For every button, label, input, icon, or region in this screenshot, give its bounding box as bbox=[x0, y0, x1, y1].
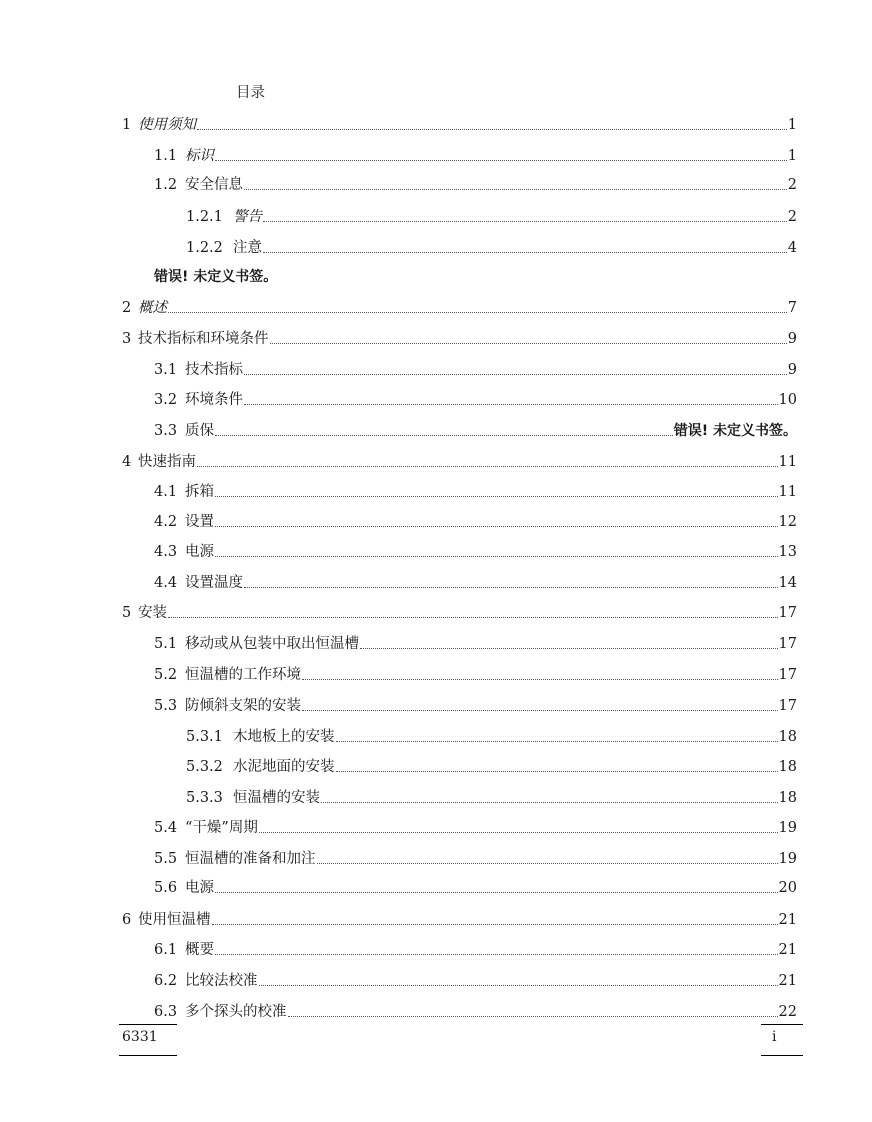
toc-entry-number: 3.3 bbox=[154, 423, 178, 439]
toc-entry-page: 7 bbox=[787, 300, 797, 316]
toc-entry-label: 水泥地面的安装 bbox=[233, 759, 335, 775]
toc-dot-leader bbox=[263, 252, 787, 253]
toc-entry-label: 木地板上的安装 bbox=[233, 729, 335, 745]
toc-entry-label: 概述 bbox=[138, 300, 167, 316]
toc-dot-leader bbox=[321, 802, 778, 803]
toc-entry-page: 12 bbox=[778, 514, 797, 530]
toc-entry[interactable] bbox=[154, 541, 797, 563]
toc-dot-leader bbox=[317, 863, 778, 864]
toc-entry-number: 4.4 bbox=[154, 575, 178, 591]
toc-entry-label: 防倾斜支架的安装 bbox=[185, 698, 301, 714]
toc-entry-label: 警告 bbox=[233, 209, 262, 225]
toc-entry-number: 1 bbox=[122, 117, 132, 133]
toc-entry-label: 移动或从包装中取出恒温槽 bbox=[185, 636, 359, 652]
toc-dot-leader bbox=[212, 924, 778, 925]
toc-entry-label: 快速指南 bbox=[138, 454, 196, 470]
toc-entry-label: 多个探头的校准 bbox=[185, 1004, 287, 1020]
toc-entry-page: 21 bbox=[778, 942, 797, 958]
toc-entry-label: 质保 bbox=[185, 423, 214, 439]
toc-entry-number: 6 bbox=[122, 912, 132, 928]
toc-entry[interactable] bbox=[154, 572, 797, 594]
toc-entry-number: 4.3 bbox=[154, 544, 178, 560]
toc-entry-page: 21 bbox=[778, 973, 797, 989]
toc-dot-leader bbox=[244, 587, 778, 588]
footer-page-box bbox=[761, 1024, 803, 1056]
toc-entry-page: 18 bbox=[778, 729, 797, 745]
toc-entry-number: 3 bbox=[122, 331, 132, 347]
toc-entry-label: 设置 bbox=[185, 514, 214, 530]
toc-dot-leader bbox=[244, 374, 787, 375]
toc-entry[interactable] bbox=[154, 511, 797, 533]
toc-dot-leader bbox=[302, 710, 778, 711]
toc-dot-leader bbox=[215, 435, 673, 436]
toc-entry[interactable] bbox=[186, 206, 797, 228]
toc-entry-number: 5.5 bbox=[154, 851, 178, 867]
toc-entry-label: 注意 bbox=[233, 240, 262, 256]
toc-entry[interactable] bbox=[154, 664, 797, 686]
toc-entry-page: 17 bbox=[778, 636, 797, 652]
bookmark-error-line: 错误! 未定义书签。 bbox=[154, 269, 278, 285]
toc-entry-label: 使用须知 bbox=[138, 117, 196, 133]
toc-entry-page: 1 bbox=[787, 148, 797, 164]
toc-entry[interactable] bbox=[122, 297, 797, 319]
toc-entry-label: 安装 bbox=[138, 605, 167, 621]
toc-entry-number: 4.2 bbox=[154, 514, 178, 530]
toc-entry-number: 6.2 bbox=[154, 973, 178, 989]
toc-entry-number: 1.1 bbox=[154, 148, 178, 164]
toc-dot-leader bbox=[288, 1016, 778, 1017]
toc-dot-leader bbox=[168, 312, 787, 313]
toc-entry-label: 环境条件 bbox=[185, 392, 243, 408]
toc-entry[interactable] bbox=[154, 481, 797, 503]
toc-entry[interactable] bbox=[122, 451, 797, 473]
toc-entry-number: 4 bbox=[122, 454, 132, 470]
toc-entry[interactable] bbox=[122, 328, 797, 350]
toc-entry[interactable] bbox=[186, 756, 797, 778]
toc-dot-leader bbox=[168, 617, 778, 618]
toc-entry-page: 11 bbox=[778, 484, 797, 500]
toc-entry[interactable] bbox=[154, 359, 797, 381]
toc-entry-label: 恒温槽的准备和加注 bbox=[185, 851, 316, 867]
toc-entry[interactable] bbox=[154, 695, 797, 717]
toc-entry-page: 19 bbox=[778, 851, 797, 867]
toc-entry[interactable] bbox=[154, 817, 797, 839]
toc-entry-label: 比较法校准 bbox=[185, 973, 258, 989]
toc-entry-page: 17 bbox=[778, 605, 797, 621]
toc-entry-number: 1.2.2 bbox=[186, 240, 223, 256]
toc-entry-page: 21 bbox=[778, 912, 797, 928]
toc-entry[interactable] bbox=[122, 114, 797, 136]
toc-entry-number: 4.1 bbox=[154, 484, 178, 500]
toc-entry-label: 技术指标和环境条件 bbox=[138, 331, 269, 347]
toc-entry-page: 4 bbox=[787, 240, 797, 256]
toc-entry[interactable] bbox=[186, 726, 797, 748]
toc-dot-leader bbox=[215, 496, 778, 497]
toc-entry-page: 13 bbox=[778, 544, 797, 560]
toc-dot-leader bbox=[197, 129, 787, 130]
toc-entry[interactable] bbox=[154, 848, 797, 870]
toc-entry[interactable] bbox=[154, 633, 797, 655]
toc-entry-number: 5.3.1 bbox=[186, 729, 223, 745]
toc-entry-label: 恒温槽的安装 bbox=[233, 790, 320, 806]
toc-entry[interactable] bbox=[186, 787, 797, 809]
toc-entry-number: 3.1 bbox=[154, 362, 178, 378]
toc-dot-leader bbox=[336, 741, 778, 742]
toc-entry-number: 2 bbox=[122, 300, 132, 316]
toc-dot-leader bbox=[215, 954, 778, 955]
toc-entry-number: 5.3.2 bbox=[186, 759, 223, 775]
toc-entry[interactable] bbox=[154, 389, 797, 411]
toc-entry[interactable] bbox=[154, 145, 797, 167]
toc-dot-leader bbox=[215, 556, 778, 557]
toc-entry-number: 5.3 bbox=[154, 698, 178, 714]
toc-dot-leader bbox=[215, 160, 787, 161]
toc-entry-label: 电源 bbox=[185, 880, 214, 896]
toc-entry-page: 11 bbox=[778, 454, 797, 470]
toc-entry-number: 5.3.3 bbox=[186, 790, 223, 806]
toc-entry[interactable] bbox=[122, 909, 797, 931]
toc-entry[interactable] bbox=[186, 237, 797, 259]
toc-dot-leader bbox=[244, 189, 787, 190]
toc-entry[interactable] bbox=[154, 174, 797, 196]
toc-entry[interactable] bbox=[154, 877, 797, 899]
toc-entry-label: 概要 bbox=[185, 942, 214, 958]
toc-entry-label: 设置温度 bbox=[185, 575, 243, 591]
toc-entry-number: 6.1 bbox=[154, 942, 178, 958]
toc-dot-leader bbox=[244, 404, 778, 405]
toc-entry-number: 3.2 bbox=[154, 392, 178, 408]
toc-entry[interactable] bbox=[122, 602, 797, 624]
toc-entry-page: 19 bbox=[778, 820, 797, 836]
toc-entry-label: 恒温槽的工作环境 bbox=[185, 667, 301, 683]
toc-entry-page: 10 bbox=[778, 392, 797, 408]
toc-entry-page: 20 bbox=[778, 880, 797, 896]
toc-dot-leader bbox=[270, 343, 787, 344]
toc-entry-label: 技术指标 bbox=[185, 362, 243, 378]
toc-entry-page: 错误! 未定义书签。 bbox=[673, 423, 797, 439]
footer-doc-number: 6331 bbox=[122, 1029, 158, 1045]
toc-title: 目录 bbox=[236, 85, 265, 101]
toc-entry-number: 5 bbox=[122, 605, 132, 621]
toc-dot-leader bbox=[215, 892, 778, 893]
toc-dot-leader bbox=[263, 221, 787, 222]
toc-dot-leader bbox=[215, 526, 778, 527]
toc-entry[interactable] bbox=[154, 970, 797, 992]
toc-entry-label: 拆箱 bbox=[185, 484, 214, 500]
toc-entry[interactable] bbox=[154, 1001, 797, 1023]
toc-dot-leader bbox=[259, 985, 778, 986]
toc-entry-number: 1.2 bbox=[154, 177, 178, 193]
footer-page-number: i bbox=[772, 1029, 777, 1045]
toc-dot-leader bbox=[197, 466, 778, 467]
toc-entry[interactable] bbox=[154, 420, 797, 442]
toc-entry-page: 2 bbox=[787, 209, 797, 225]
toc-entry-page: 9 bbox=[787, 331, 797, 347]
toc-entry-number: 5.6 bbox=[154, 880, 178, 896]
toc-dot-leader bbox=[360, 648, 778, 649]
toc-entry-page: 1 bbox=[787, 117, 797, 133]
toc-entry-number: 5.2 bbox=[154, 667, 178, 683]
toc-entry-page: 18 bbox=[778, 759, 797, 775]
toc-entry-page: 17 bbox=[778, 698, 797, 714]
toc-entry-page: 22 bbox=[778, 1004, 797, 1020]
toc-entry-number: 5.1 bbox=[154, 636, 178, 652]
toc-entry-label: 使用恒温槽 bbox=[138, 912, 211, 928]
footer-doc-number-box bbox=[119, 1024, 177, 1056]
toc-dot-leader bbox=[259, 832, 778, 833]
toc-entry-label: 安全信息 bbox=[185, 177, 243, 193]
toc-entry[interactable] bbox=[154, 939, 797, 961]
toc-entry-page: 17 bbox=[778, 667, 797, 683]
toc-entry-label: 电源 bbox=[185, 544, 214, 560]
toc-entry-label: “干燥”周期 bbox=[185, 820, 258, 836]
toc-dot-leader bbox=[302, 679, 778, 680]
toc-entry-number: 6.3 bbox=[154, 1004, 178, 1020]
toc-entry-number: 1.2.1 bbox=[186, 209, 223, 225]
toc-entry-page: 18 bbox=[778, 790, 797, 806]
toc-entry-page: 2 bbox=[787, 177, 797, 193]
toc-entry-number: 5.4 bbox=[154, 820, 178, 836]
toc-entry-page: 14 bbox=[778, 575, 797, 591]
toc-entry-page: 9 bbox=[787, 362, 797, 378]
toc-entry-label: 标识 bbox=[185, 148, 214, 164]
toc-dot-leader bbox=[336, 771, 778, 772]
